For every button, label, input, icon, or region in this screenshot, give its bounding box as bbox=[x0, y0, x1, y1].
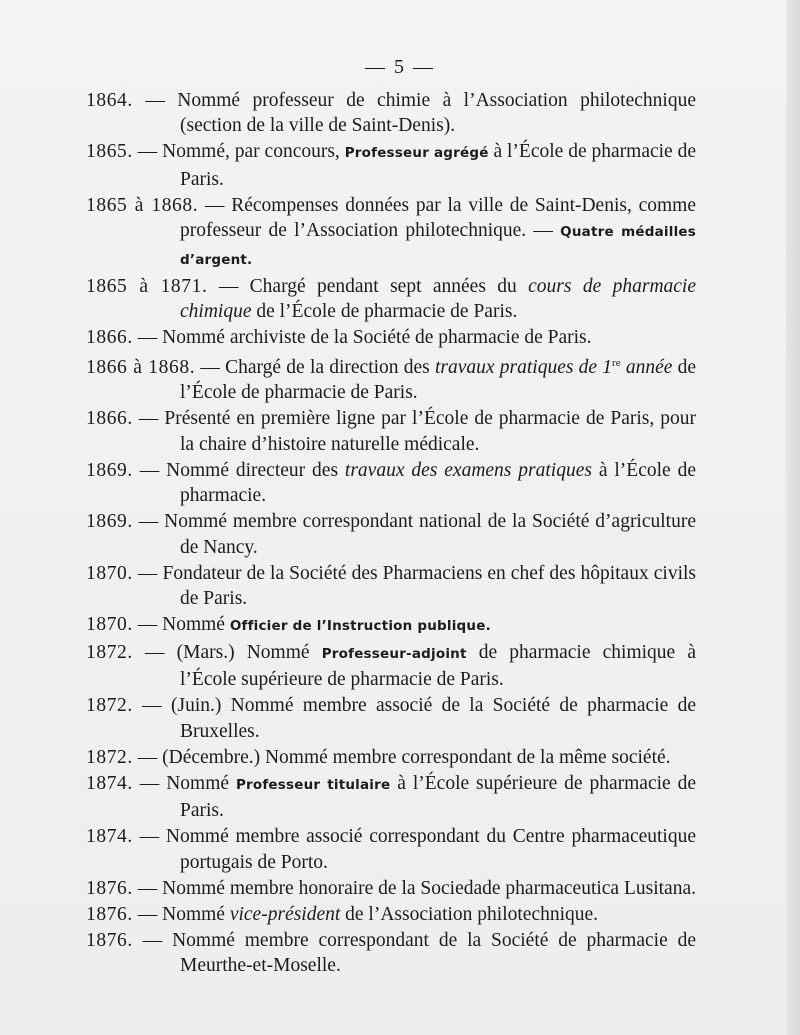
entry-text: — Nommé membre honoraire de la Sociedade pharmaceutica Lusitana. bbox=[132, 877, 696, 899]
entry-date: 1865. bbox=[86, 141, 133, 163]
chronology-entry bbox=[86, 771, 696, 824]
entry-text: de l’École de pharmacie de Paris. bbox=[180, 357, 697, 404]
entry-date: 1874. bbox=[86, 772, 133, 794]
chronology-entry bbox=[86, 193, 696, 273]
entry-date: 1865 à 1871. bbox=[86, 275, 208, 297]
entry-title-bold: Professeur agrégé bbox=[344, 145, 489, 162]
chronology-entry bbox=[86, 902, 696, 927]
entry-text: — Nommé membre correspondant de la Société de pharmacie de Meurthe-et-Moselle. bbox=[132, 929, 696, 977]
entry-text: — Fondateur de la Société des Pharmaciens en chef des hôpitaux civils de Paris. bbox=[132, 562, 696, 610]
entry-text: — Présenté en première ligne par l’École de pharmacie de Paris, pour la chaire d’histoire naturelle médicale. bbox=[132, 408, 696, 455]
entry-date: 1872. bbox=[86, 695, 133, 717]
entry-date: 1869. bbox=[86, 511, 133, 533]
chronology-entry bbox=[86, 139, 696, 192]
entry-text: — Nommé membre associé correspondant du Centre pharmaceutique portugais de Porto. bbox=[132, 826, 696, 873]
entry-text: — Nommé, par concours, bbox=[132, 141, 345, 163]
entry-date: 1866. bbox=[86, 408, 133, 430]
entry-text: de l’École de pharmacie de Paris. bbox=[251, 301, 518, 323]
entry-date: 1864. bbox=[86, 90, 133, 111]
entry-date: 1870. bbox=[86, 614, 133, 636]
chronology-entry bbox=[86, 876, 696, 901]
entry-text: — Nommé archiviste de la Société de pharmacie de Paris. bbox=[132, 327, 592, 349]
entry-date: 1876. bbox=[86, 903, 133, 925]
entry-text-italic: année bbox=[620, 357, 673, 379]
chronology-entry bbox=[86, 351, 696, 406]
entry-date: 1865 à 1868. bbox=[86, 194, 199, 216]
chronology-entry bbox=[86, 458, 696, 509]
chronology-entry bbox=[86, 745, 696, 770]
entry-text: — Chargé pendant sept années du bbox=[207, 275, 529, 297]
chronology-entry bbox=[86, 406, 696, 457]
entry-text-italic: cours de pharmacie chimique bbox=[180, 275, 696, 323]
entry-text: — (Juin.) Nommé membre associé de la Société de pharmacie de Bruxelles. bbox=[132, 695, 696, 742]
entry-date: 1870. bbox=[86, 562, 133, 584]
entry-text: — Nommé professeur de chimie à l’Association philotechnique (section de la ville de Saint-Denis). bbox=[132, 90, 696, 137]
entry-text: — Chargé de la direction des bbox=[195, 357, 435, 379]
entry-date: 1866 à 1868. bbox=[86, 357, 196, 379]
chronology-entry bbox=[86, 612, 696, 639]
chronology-entry bbox=[86, 693, 696, 744]
entry-text: — Récompenses données par la ville de Saint-Denis, comme professeur de l’Association philotechnique. — bbox=[180, 194, 696, 242]
entry-title-bold: Professeur titulaire bbox=[235, 776, 391, 793]
chronology-entry bbox=[86, 824, 696, 875]
entry-title-bold: Officier de l’Instruction publique. bbox=[229, 618, 491, 635]
entry-superscript: re bbox=[612, 357, 621, 370]
entry-text: — Nommé bbox=[132, 614, 230, 636]
entry-text: — Nommé bbox=[132, 903, 230, 925]
entry-text: — Nommé membre correspondant national de la Société d’agriculture de Nancy. bbox=[132, 511, 696, 558]
chronology-entry bbox=[86, 325, 696, 350]
entry-title-bold: Professeur-adjoint bbox=[321, 646, 467, 663]
entry-date: 1876. bbox=[86, 877, 133, 899]
entry-text-italic: vice-président bbox=[229, 903, 341, 925]
entry-text: — (Décembre.) Nommé membre correspondant de la même société. bbox=[132, 746, 671, 768]
chronology-entry bbox=[86, 561, 696, 612]
entry-text: à l’École de pharmacie. bbox=[180, 459, 696, 507]
entry-date: 1874. bbox=[86, 826, 133, 848]
chronology-list bbox=[86, 88, 696, 979]
entry-text: de l’Association philotechnique. bbox=[340, 903, 599, 925]
entry-text: à l’École supérieure de pharmacie de Paris. bbox=[180, 772, 696, 822]
chronology-entry bbox=[86, 928, 696, 979]
entry-text: à l’École de pharmacie de Paris. bbox=[180, 141, 696, 190]
entry-text-italic: travaux des examens pratiques bbox=[344, 459, 592, 481]
entry-text: — (Mars.) Nommé bbox=[132, 642, 322, 664]
entry-date: 1866. bbox=[86, 327, 133, 349]
page-edge bbox=[786, 0, 800, 1035]
chronology-entry bbox=[86, 88, 696, 139]
entry-date: 1876. bbox=[86, 929, 133, 951]
entry-date: 1872. bbox=[86, 642, 133, 664]
page-number: — 5 — bbox=[365, 56, 435, 78]
entry-text: de pharmacie chimique à l’École supérieure de pharmacie de Paris. bbox=[180, 642, 697, 691]
entry-text: — Nommé directeur des bbox=[132, 459, 345, 481]
entry-date: 1869. bbox=[86, 459, 133, 481]
entry-date: 1872. bbox=[86, 746, 133, 768]
entry-title-bold: Quatre médailles d’argent. bbox=[180, 224, 696, 268]
chronology-entry bbox=[86, 274, 696, 325]
entry-text: — Nommé bbox=[132, 772, 236, 794]
chronology-entry bbox=[86, 640, 696, 693]
entry-text-italic: travaux pratiques de 1 bbox=[434, 357, 613, 379]
chronology-entry bbox=[86, 509, 696, 560]
